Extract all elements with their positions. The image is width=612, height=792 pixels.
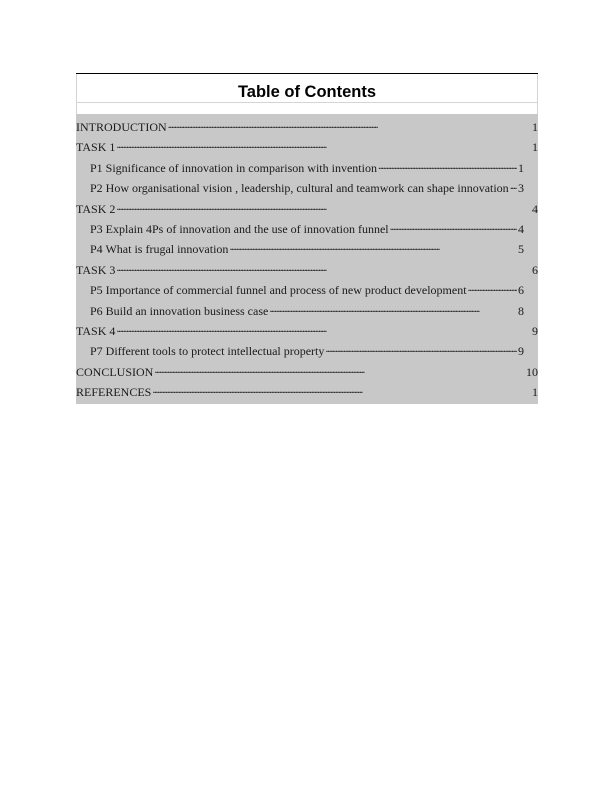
dot-leader	[378, 158, 517, 172]
dot-leader	[390, 219, 517, 233]
toc-entry-page-number: 1	[532, 120, 538, 134]
toc-entry[interactable]	[76, 178, 538, 198]
toc-entry-page-number: 1	[532, 385, 538, 400]
toc-entry-label: P4 What is frugal innovation	[90, 242, 229, 257]
toc-entry-page-number: 6	[532, 262, 538, 277]
toc-entry-label: P2 How organisational vision , leadership, cultural and teamwork can shape innovation	[90, 181, 509, 196]
dot-leader	[116, 321, 531, 335]
toc-entry-list	[76, 114, 538, 404]
dot-leader	[325, 341, 517, 355]
dot-leader	[510, 178, 517, 192]
toc-entry[interactable]	[76, 199, 538, 219]
toc-entry-page-number: 10	[526, 364, 538, 379]
toc-entry-page-number: 4	[518, 221, 524, 236]
dot-leader	[116, 137, 531, 151]
toc-entry-label: P1 Significance of innovation in comparison with invention	[90, 160, 377, 175]
toc-entry[interactable]	[76, 137, 538, 157]
toc-entry-label: P7 Different tools to protect intellectual property	[90, 344, 325, 359]
toc-entry-label: TASK 1	[76, 140, 116, 155]
dot-leader	[116, 260, 531, 274]
toc-entry-page-number: 5	[518, 242, 524, 257]
toc-entry[interactable]	[76, 158, 538, 178]
toc-entry-label: TASK 4	[76, 323, 116, 338]
toc-entry[interactable]	[76, 239, 538, 259]
toc-entry[interactable]	[76, 321, 538, 341]
toc-entry[interactable]	[76, 280, 538, 300]
dot-leader	[152, 382, 531, 396]
toc-entry-page-number: 1	[532, 140, 538, 155]
toc-entry[interactable]	[76, 260, 538, 280]
toc-title-box	[76, 74, 538, 103]
toc-title: Table of Contents	[237, 83, 377, 101]
toc-entry-label: REFERENCES	[76, 385, 152, 400]
toc-entry-label: P6 Build an innovation business case	[90, 303, 269, 318]
toc-entry-page-number: 3	[518, 181, 524, 196]
toc-spacer	[76, 103, 538, 114]
table-of-contents	[76, 73, 538, 404]
dot-leader	[269, 301, 517, 315]
toc-entry-page-number: 8	[518, 303, 524, 318]
dot-leader	[168, 117, 531, 131]
toc-entry-page-number: 6	[518, 283, 524, 298]
dot-leader	[116, 199, 531, 213]
toc-entry[interactable]	[76, 341, 538, 361]
toc-entry-label: P5 Importance of commercial funnel and process of new product development	[90, 283, 467, 298]
toc-entry-label: CONCLUSION	[76, 364, 154, 379]
toc-entry-page-number: 9	[532, 323, 538, 338]
dot-leader	[468, 280, 517, 294]
toc-entry-label: TASK 2	[76, 201, 116, 216]
toc-entry-label: TASK 3	[76, 262, 116, 277]
dot-leader	[154, 362, 525, 376]
toc-entry-page-number: 4	[532, 201, 538, 216]
dot-leader	[229, 239, 517, 253]
toc-entry[interactable]	[76, 117, 538, 137]
toc-entry[interactable]	[76, 301, 538, 321]
toc-entry-page-number: 9	[518, 344, 524, 359]
toc-entry-label: INTRODUCTION	[76, 120, 167, 134]
toc-entry[interactable]	[76, 382, 538, 402]
toc-entry-label: P3 Explain 4Ps of innovation and the use of innovation funnel	[90, 221, 389, 236]
toc-entry[interactable]	[76, 219, 538, 239]
toc-entry[interactable]	[76, 362, 538, 382]
toc-entry-page-number: 1	[518, 160, 524, 175]
